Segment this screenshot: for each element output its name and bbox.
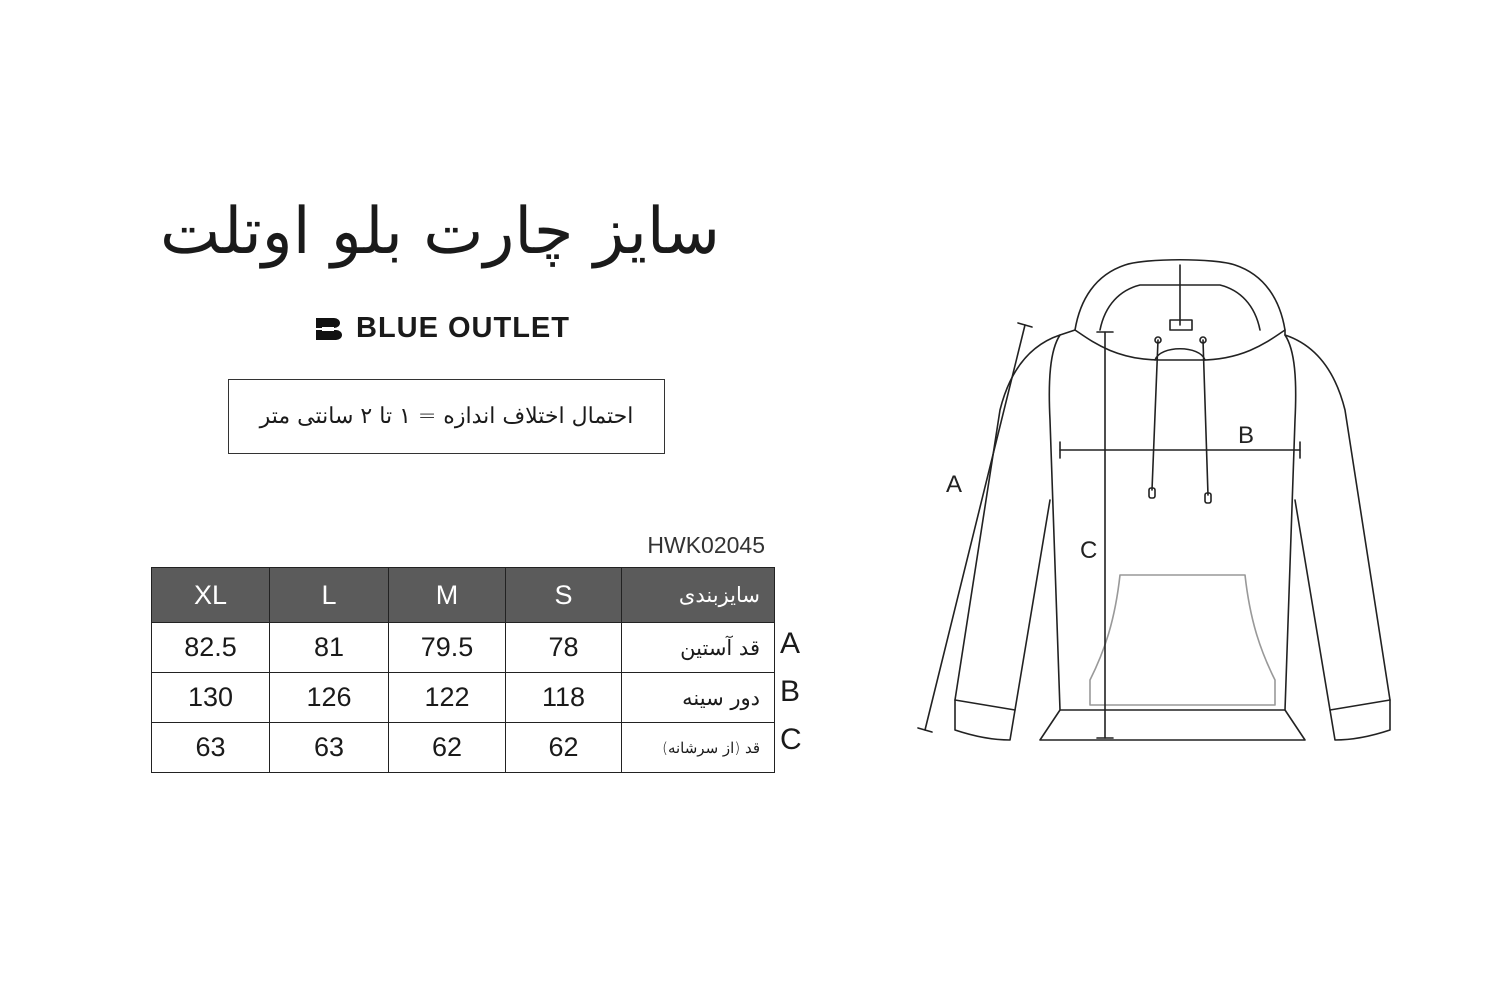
table-cell: 118 (506, 673, 622, 723)
hoodie-body (1040, 330, 1305, 740)
table-cell: 126 (270, 673, 389, 723)
tolerance-note (228, 379, 665, 454)
table-cell: 130 (152, 673, 270, 723)
diagram-label-b: B (1238, 422, 1255, 449)
table-cell: 63 (270, 723, 389, 773)
page-title: سایز چارت بلو اوتلت (159, 195, 721, 269)
tolerance-note-text: احتمال اختلاف اندازه = ۱ تا ۲ سانتی متر (259, 404, 634, 429)
kangaroo-pocket (1090, 575, 1275, 705)
table-cell: 122 (389, 673, 506, 723)
row-letters (780, 620, 802, 764)
size-header-s: S (506, 568, 622, 623)
table-cell: 62 (506, 723, 622, 773)
table-cell: 79.5 (389, 623, 506, 673)
table-cell: 62 (389, 723, 506, 773)
size-header-m: M (389, 568, 506, 623)
size-table-header (152, 568, 775, 623)
brand (316, 312, 570, 345)
table-cell: 63 (152, 723, 270, 773)
brand-name: BLUE OUTLET (356, 312, 570, 344)
size-header-xl: XL (152, 568, 270, 623)
right-sleeve (1285, 335, 1390, 740)
table-cell: 82.5 (152, 623, 270, 673)
table-row (152, 723, 775, 773)
row-letter-c: C (780, 723, 802, 756)
table-cell: 81 (270, 623, 389, 673)
table-row (152, 623, 775, 673)
row-letter-a: A (780, 627, 801, 660)
hoodie-diagram (900, 240, 1460, 760)
row-label: قد آستین (622, 623, 775, 673)
product-code: HWK02045 (647, 532, 765, 558)
blue-outlet-b-logo-icon (316, 318, 344, 340)
table-cell: 78 (506, 623, 622, 673)
size-header-label: سایزبندی (622, 568, 775, 623)
diagram-label-a: A (946, 471, 963, 498)
table-row (152, 673, 775, 723)
diagram-label-c: C (1080, 537, 1098, 564)
row-letter-b: B (780, 675, 801, 708)
size-table (151, 567, 775, 773)
row-label: دور سینه (622, 673, 775, 723)
measure-line-a (925, 325, 1025, 730)
size-header-l: L (270, 568, 389, 623)
row-label: قد (از سرشانه) (622, 723, 775, 773)
